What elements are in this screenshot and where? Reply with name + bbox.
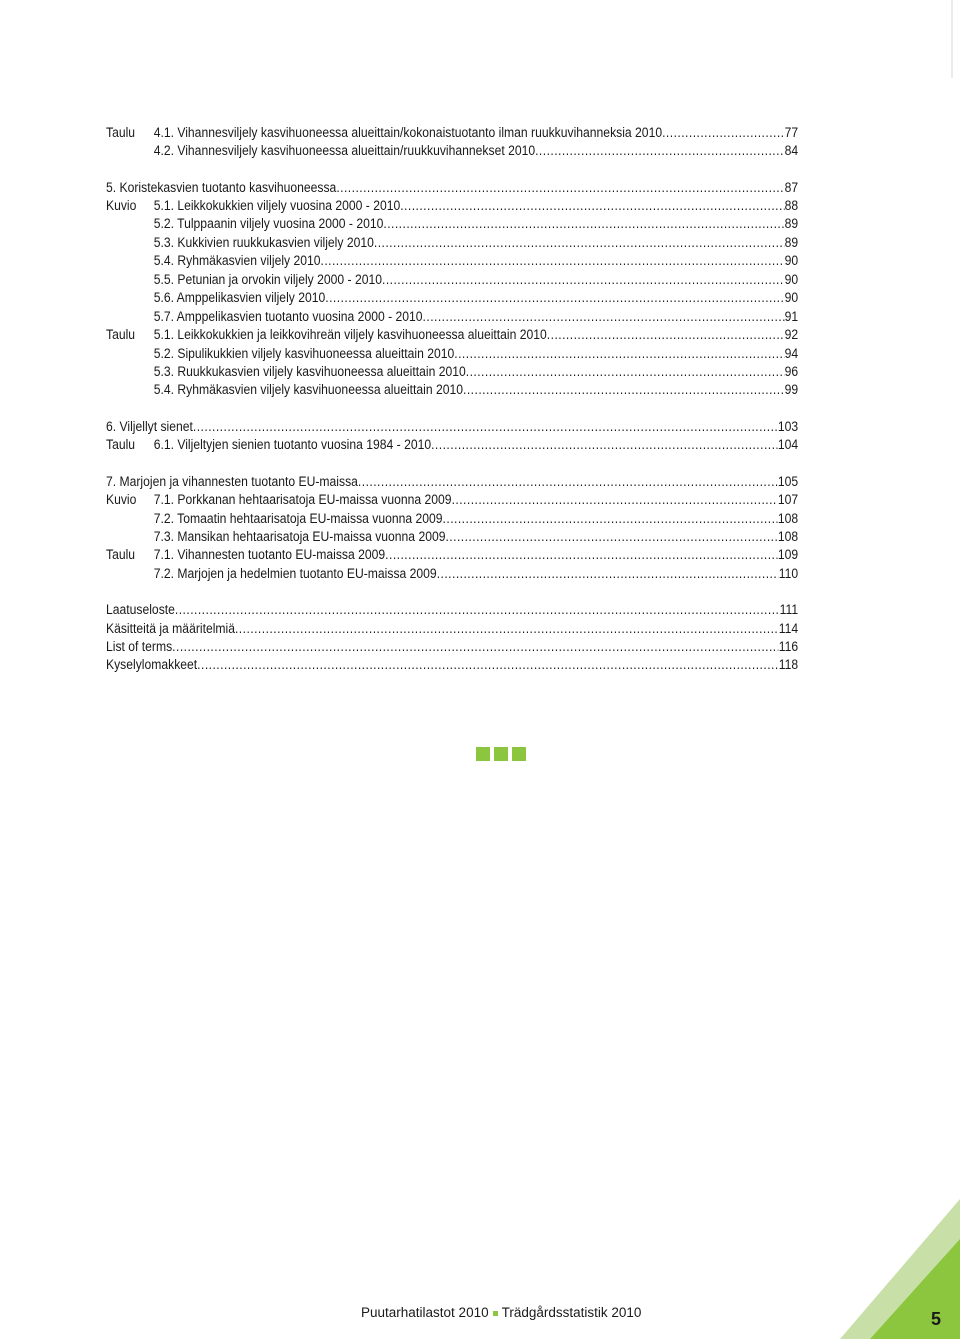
toc-entry-label: 5.6. Amppelikasvien viljely 2010: [153, 290, 326, 305]
toc-leader-dots: [466, 363, 785, 381]
toc-entry-page: 91: [784, 309, 799, 324]
toc-entry-page: 84: [784, 143, 799, 158]
toc-leader-dots: [235, 620, 779, 638]
toc-entry[interactable]: [106, 620, 798, 638]
toc-entry-label: List of terms: [106, 639, 173, 654]
green-square-icon: [494, 747, 508, 761]
toc-leader-dots: [454, 345, 784, 363]
toc-entry-page: 90: [784, 253, 799, 268]
toc-entry-label: 7.1. Vihannesten tuotanto EU-maissa 2009: [153, 547, 386, 562]
toc-entry[interactable]: [106, 473, 798, 491]
toc-leader-dots: [325, 289, 784, 307]
toc-entry-label: 5.7. Amppelikasvien tuotanto vuosina 2000 - 2010: [153, 309, 423, 324]
toc-entry-label: 5.3. Kukkivien ruukkukasvien viljely 2010: [153, 235, 374, 250]
toc-entry-page: 90: [784, 272, 799, 287]
toc-entry[interactable]: [106, 234, 798, 252]
toc-leader-dots: [321, 252, 785, 270]
toc-entry-type: Taulu: [106, 125, 136, 140]
toc-entry[interactable]: [106, 215, 798, 233]
footer-separator-square-icon: [493, 1311, 498, 1316]
toc-entry[interactable]: [106, 565, 798, 583]
toc-entry-label: 7.1. Porkkanan hehtaarisatoja EU-maissa vuonna 2009: [153, 492, 452, 507]
toc-entry-page: 114: [778, 621, 799, 636]
toc-entry-page: 109: [777, 547, 799, 562]
toc-entry[interactable]: [106, 418, 798, 436]
toc-entry-label: 5. Koristekasvien tuotanto kasvihuoneessa: [106, 180, 337, 195]
toc-entry-label: 7.2. Marjojen ja hedelmien tuotanto EU-maissa 2009: [153, 566, 437, 581]
toc-entry-page: 77: [784, 125, 799, 140]
toc-entry-page: 103: [777, 419, 799, 434]
toc-entry[interactable]: [106, 326, 798, 344]
toc-entry[interactable]: [106, 308, 798, 326]
toc-entry[interactable]: [106, 510, 798, 528]
toc-entry-type: Kuvio: [106, 492, 137, 507]
footer-title-swedish: Trädgårdsstatistik 2010: [501, 1305, 642, 1320]
toc-entry-label: 4.1. Vihannesviljely kasvihuoneessa alueittain/kokonaistuotanto ilman ruukkuvihanneksia 2010: [153, 125, 663, 140]
toc-entry-label: 5.1. Leikkokukkien ja leikkovihreän viljely kasvihuoneessa alueittain 2010: [153, 327, 547, 342]
page-corner-decoration: [840, 1199, 960, 1339]
toc-leader-dots: [463, 381, 785, 399]
toc-entry-type: Kuvio: [106, 198, 137, 213]
toc-leader-dots: [175, 601, 780, 619]
toc-leader-dots: [423, 308, 785, 326]
toc-leader-dots: [400, 197, 784, 215]
toc-leader-dots: [443, 510, 778, 528]
toc-entry-label: 7.2. Tomaatin hehtaarisatoja EU-maissa vuonna 2009: [153, 511, 443, 526]
toc-entry[interactable]: [106, 528, 798, 546]
toc-entry[interactable]: [106, 252, 798, 270]
page-number: 5: [931, 1309, 942, 1329]
toc-entry[interactable]: [106, 345, 798, 363]
section-divider-squares: [476, 747, 526, 761]
green-square-icon: [512, 747, 526, 761]
page-footer: [361, 1305, 641, 1321]
toc-entry-label: 5.4. Ryhmäkasvien viljely 2010: [153, 253, 321, 268]
toc-entry-label: Kyselylomakkeet: [106, 657, 198, 672]
toc-entry-label: 5.1. Leikkokukkien viljely vuosina 2000 - 2010: [153, 198, 401, 213]
toc-leader-dots: [547, 326, 785, 344]
toc-entry-page: 105: [777, 474, 799, 489]
toc-entry-page: 94: [784, 346, 799, 361]
toc-entry-page: 108: [777, 511, 799, 526]
toc-entry-label: 7.3. Mansikan hehtaarisatoja EU-maissa vuonna 2009: [153, 529, 446, 544]
toc-entry-page: 92: [784, 327, 799, 342]
toc-entry-page: 90: [784, 290, 799, 305]
toc-entry-page: 96: [784, 364, 799, 379]
toc-entry-page: 110: [778, 566, 799, 581]
toc-leader-dots: [358, 473, 778, 491]
toc-entry-page: 111: [779, 602, 799, 617]
toc-entry-page: 87: [784, 180, 799, 195]
toc-entry-type: Taulu: [106, 327, 136, 342]
toc-entry[interactable]: [106, 656, 798, 674]
toc-leader-dots: [374, 234, 785, 252]
toc-entry-page: 89: [784, 235, 799, 250]
toc-leader-dots: [535, 142, 784, 160]
toc-entry[interactable]: [106, 124, 798, 142]
toc-entry[interactable]: [106, 546, 798, 564]
toc-entry[interactable]: [106, 436, 798, 454]
toc-entry-page: 89: [784, 216, 799, 231]
toc-entry-type: Taulu: [106, 437, 136, 452]
toc-leader-dots: [336, 179, 784, 197]
toc-entry[interactable]: [106, 179, 798, 197]
toc-entry-page: 99: [784, 382, 799, 397]
toc-leader-dots: [431, 436, 778, 454]
toc-leader-dots: [172, 638, 779, 656]
toc-entry[interactable]: [106, 289, 798, 307]
toc-leader-dots: [385, 546, 778, 564]
toc-entry-type: Taulu: [106, 547, 136, 562]
toc-entry-label: 6. Viljellyt sienet: [106, 419, 193, 434]
toc-entry-label: 5.5. Petunian ja orvokin viljely 2000 - 2010: [153, 272, 383, 287]
toc-entry[interactable]: [106, 197, 798, 215]
toc-entry-label: 5.3. Ruukkukasvien viljely kasvihuoneessa alueittain 2010: [153, 364, 466, 379]
toc-leader-dots: [437, 565, 779, 583]
toc-entry-label: 5.2. Tulppaanin viljely vuosina 2000 - 2010: [153, 216, 384, 231]
toc-entry-page: 107: [777, 492, 799, 507]
toc-entry-label: Laatuseloste: [106, 602, 175, 617]
toc-leader-dots: [197, 656, 779, 674]
toc-entry-label: 4.2. Vihannesviljely kasvihuoneessa alueittain/ruukkuvihannekset 2010: [153, 143, 536, 158]
toc-entry-page: 108: [777, 529, 799, 544]
toc-entry-label: 5.4. Ryhmäkasvien viljely kasvihuoneessa alueittain 2010: [153, 382, 464, 397]
toc-entry[interactable]: [106, 363, 798, 381]
toc-entry-label: 7. Marjojen ja vihannesten tuotanto EU-maissa: [106, 474, 358, 489]
footer-title-finnish: Puutarhatilastot 2010: [361, 1305, 489, 1320]
toc-leader-dots: [662, 124, 784, 142]
toc-entry-label: 6.1. Viljeltyjen sienien tuotanto vuosina 1984 - 2010: [153, 437, 432, 452]
green-square-icon: [476, 747, 490, 761]
toc-entry[interactable]: [106, 142, 798, 160]
toc-entry[interactable]: [106, 491, 798, 509]
toc-entry[interactable]: [106, 271, 798, 289]
toc-entry-page: 118: [778, 657, 799, 672]
toc-entry-label: Käsitteitä ja määritelmiä: [106, 621, 235, 636]
toc-leader-dots: [382, 271, 785, 289]
toc-entry[interactable]: [106, 638, 798, 656]
toc-entry-page: 88: [784, 198, 799, 213]
toc-entry-page: 116: [778, 639, 799, 654]
toc-entry[interactable]: [106, 601, 798, 619]
toc-leader-dots: [445, 528, 777, 546]
toc-entry[interactable]: [106, 381, 798, 399]
toc-entry-label: 5.2. Sipulikukkien viljely kasvihuoneessa alueittain 2010: [153, 346, 455, 361]
toc-entry-page: 104: [777, 437, 799, 452]
toc-leader-dots: [193, 418, 778, 436]
toc-leader-dots: [452, 491, 778, 509]
toc-leader-dots: [383, 215, 784, 233]
